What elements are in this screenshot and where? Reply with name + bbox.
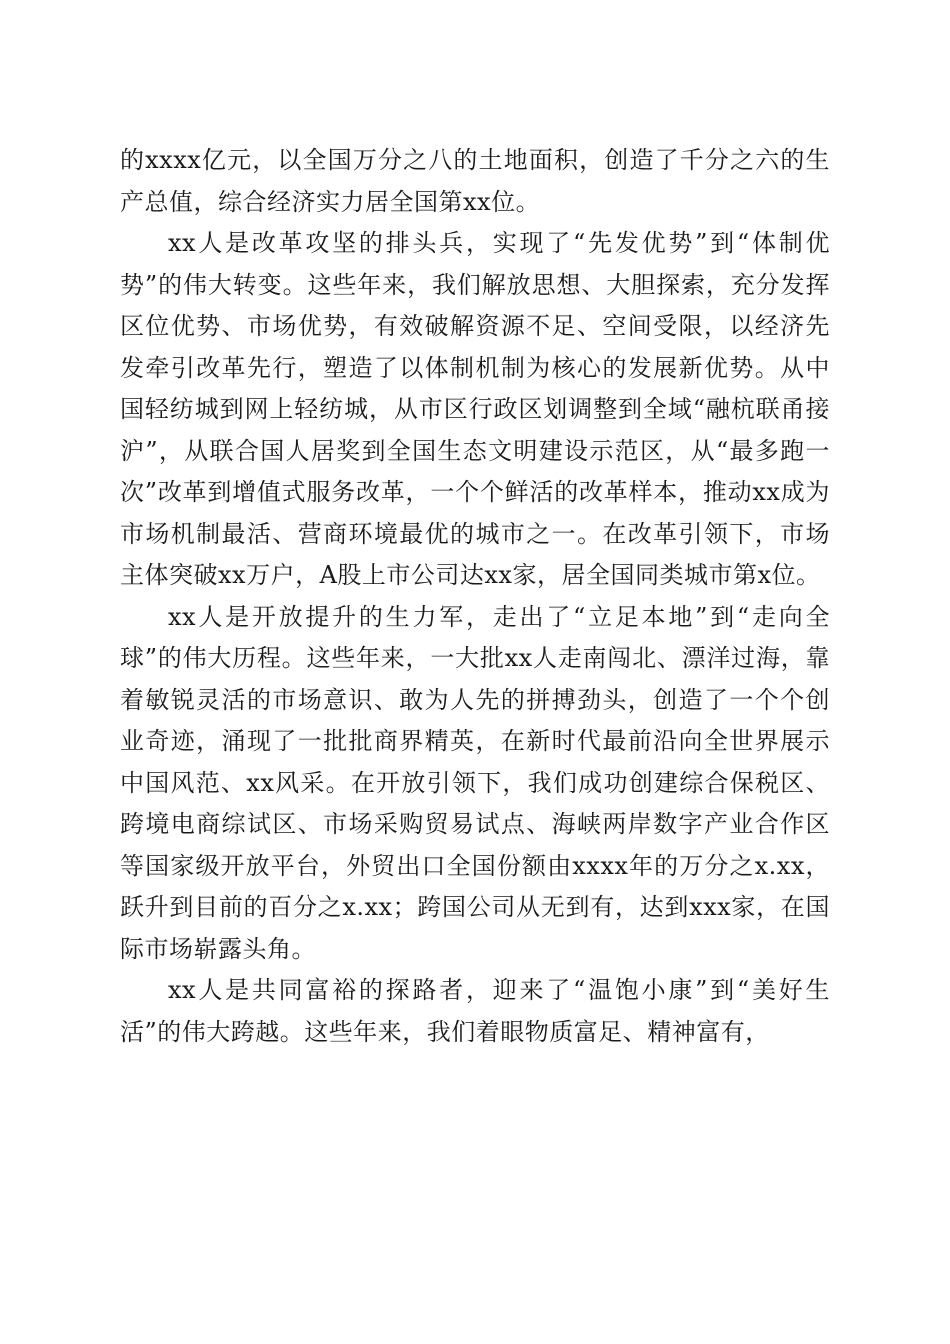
- paragraph-common-prosperity: xx人是共同富裕的探路者，迎来了“温饱小康”到“美好生活”的伟大跨越。这些年来，我们着眼物质富足、精神富有，: [120, 976, 830, 1046]
- paragraph-continuation: 的xxxx亿元，以全国万分之八的土地面积，创造了千分之六的生产总值，综合经济实力居全国第xx位。: [120, 146, 830, 216]
- document-body: [120, 140, 830, 1053]
- paragraph-opening: xx人是开放提升的生力军，走出了“立足本地”到“走向全球”的伟大历程。这些年来，一大批xx人走南闯北、漂洋过海，靠着敏锐灵活的市场意识、敢为人先的拼搏劲头，创造了一个个创业奇迹，涌现了一批批商界精英，在新时代最前沿向全世界展示中国风范、xx风采。在开放引领下，我们成功创建综合保税区、跨境电商综试区、市场采购贸易试点、海峡两岸数字产业合作区等国家级开放平台，外贸出口全国份额由xxxx年的万分之x.xx，跃升到目前的百分之x.xx；跨国公司从无到有，达到xxx家，在国际市场崭露头角。: [120, 602, 830, 963]
- paragraph-reform: xx人是改革攻坚的排头兵，实现了“先发优势”到“体制优势”的伟大转变。这些年来，我们解放思想、大胆探索，充分发挥区位优势、市场优势，有效破解资源不足、空间受限，以经济先发牵引改革先行，塑造了以体制机制为核心的发展新优势。从中国轻纺城到网上轻纺城，从市区行政区划调整到全域“融杭联甬接沪”，从联合国人居奖到全国生态文明建设示范区，从“最多跑一次”改革到增值式服务改革，一个个鲜活的改革样本，推动xx成为市场机制最活、营商环境最优的城市之一。在改革引领下，市场主体突破xx万户，A股上市公司达xx家，居全国同类城市第x位。: [120, 229, 830, 589]
